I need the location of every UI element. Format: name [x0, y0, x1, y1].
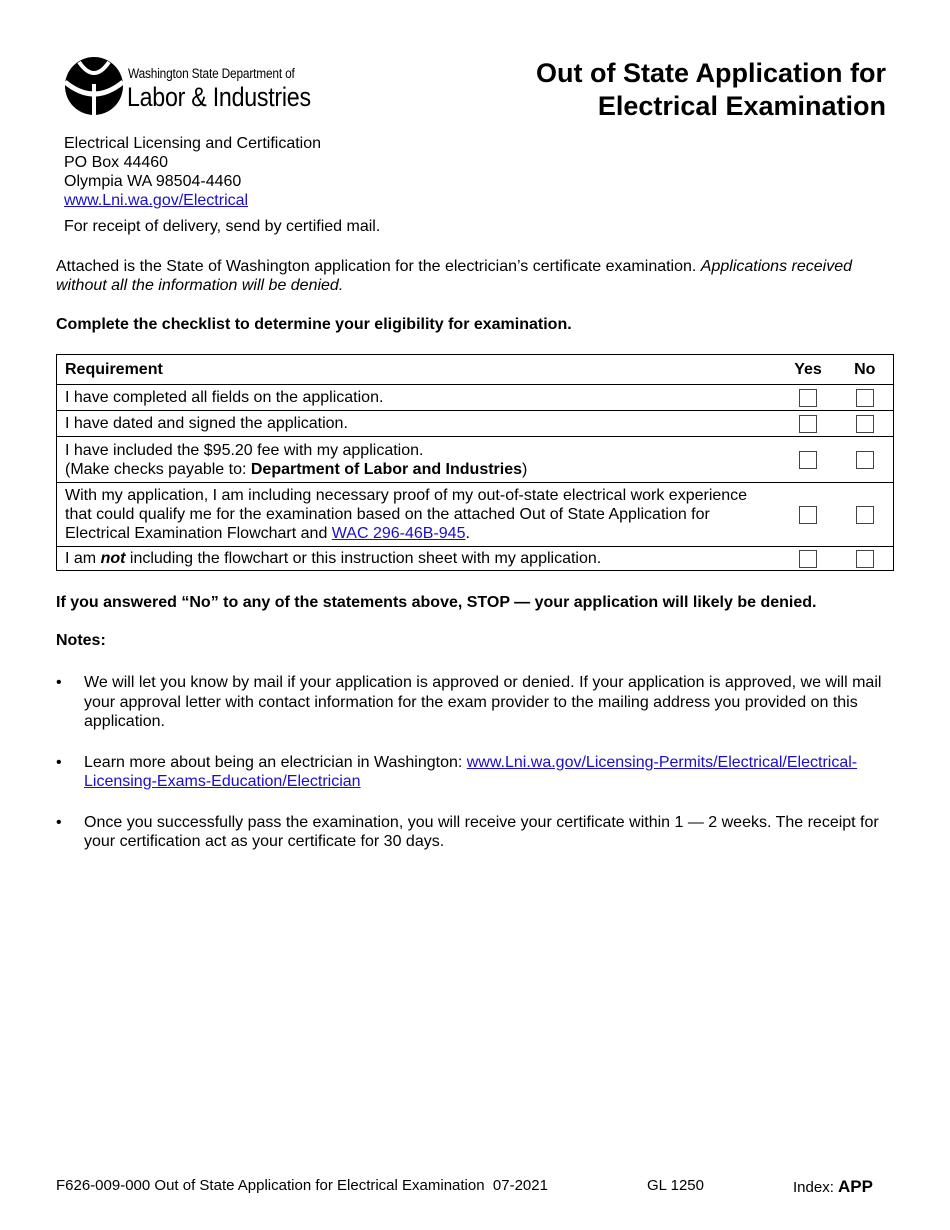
- payable-prefix: (Make checks payable to:: [65, 460, 251, 478]
- no-checkbox[interactable]: [856, 506, 874, 524]
- table-row: [57, 385, 894, 411]
- stop-notice: If you answered “No” to any of the statements above, STOP — your application will likely be denied.: [56, 594, 817, 611]
- payable-suffix: ): [522, 460, 528, 478]
- address-city: Olympia WA 98504-4460: [64, 173, 242, 190]
- experience-end: .: [465, 525, 470, 542]
- address-po-box: PO Box 44460: [64, 154, 169, 171]
- index-label: Index:: [793, 1179, 839, 1196]
- bullet-icon: •: [56, 674, 62, 691]
- logo-department: Washington State Department of: [128, 66, 295, 81]
- checklist-header-row: [57, 355, 894, 385]
- footer-index: [793, 1177, 873, 1197]
- yes-checkbox[interactable]: [799, 415, 817, 433]
- notes-heading: Notes:: [56, 632, 106, 649]
- row5-emphasis: not: [100, 550, 126, 567]
- payable-line: [65, 460, 772, 479]
- row5-prefix: I am: [65, 550, 101, 567]
- bullet-icon: •: [56, 813, 62, 831]
- index-value: APP: [838, 1177, 873, 1196]
- intro-paragraph: [56, 257, 876, 295]
- note-text: Learn more about being an electrician in Washington:: [84, 753, 467, 771]
- yes-checkbox[interactable]: [799, 389, 817, 407]
- table-row: [57, 437, 894, 483]
- address-office: Electrical Licensing and Certification: [64, 135, 322, 152]
- yes-checkbox[interactable]: [799, 550, 817, 568]
- intro-warning: Applications received without all the information will be denied.: [56, 258, 852, 294]
- requirement-text: [57, 547, 780, 571]
- col-requirement: Requirement: [57, 355, 780, 385]
- lni-logo-icon: [63, 54, 125, 118]
- no-checkbox[interactable]: [856, 451, 874, 469]
- note-text: We will let you know by mail if your application is approved or denied. If your application is approved, we will mail your approval letter with contact information for the exam provider to the mailing address you provided on this application.: [84, 674, 882, 730]
- list-item: [56, 813, 886, 852]
- lni-logo: [63, 54, 333, 118]
- list-item: [56, 753, 886, 792]
- row5-suffix: including the flowchart or this instruction sheet with my application.: [125, 550, 602, 567]
- note-text: Once you successfully pass the examination, you will receive your certificate within 1 — 2 weeks. The receipt for your certification act as your certificate for 30 days.: [84, 813, 879, 850]
- table-row: [57, 483, 894, 547]
- website-link[interactable]: www.Lni.wa.gov/Electrical: [64, 192, 249, 209]
- footer-form-id: F626-009-000 Out of State Application for Electrical Examination 07-2021: [56, 1177, 548, 1194]
- mailing-address: [64, 134, 321, 210]
- intro-text: Attached is the State of Washington application for the electrician’s certificate examination.: [56, 258, 701, 275]
- col-no: No: [837, 355, 894, 385]
- table-row: [57, 411, 894, 437]
- list-item: [56, 673, 886, 732]
- no-checkbox[interactable]: [856, 389, 874, 407]
- table-row: [57, 547, 894, 571]
- checklist-heading: Complete the checklist to determine your eligibility for examination.: [56, 316, 572, 333]
- title-line-2: Electrical Examination: [597, 91, 886, 121]
- fee-line: I have included the $95.20 fee with my application.: [65, 441, 424, 459]
- logo-agency: Labor & Industries: [127, 82, 311, 112]
- eligibility-checklist: [56, 354, 894, 571]
- footer-gl: GL 1250: [647, 1177, 704, 1194]
- notes-list: [56, 673, 886, 873]
- certified-mail-note: For receipt of delivery, send by certified mail.: [64, 218, 381, 235]
- electrician-info-link[interactable]: www.Lni.wa.gov/Licensing-Permits/Electrical/Electrical-Licensing-Exams-Education/Electrician: [84, 753, 858, 790]
- no-checkbox[interactable]: [856, 550, 874, 568]
- yes-checkbox[interactable]: [799, 506, 817, 524]
- yes-checkbox[interactable]: [799, 451, 817, 469]
- page-title: [536, 57, 886, 123]
- requirement-text: I have completed all fields on the application.: [57, 385, 780, 411]
- wac-link[interactable]: WAC 296-46B-945: [331, 525, 466, 542]
- requirement-text: I have dated and signed the application.: [57, 411, 780, 437]
- payable-to: Department of Labor and Industries: [250, 460, 523, 478]
- requirement-text: [57, 483, 780, 547]
- requirement-text: [57, 437, 780, 483]
- col-yes: Yes: [780, 355, 837, 385]
- title-line-1: Out of State Application for: [536, 58, 886, 88]
- experience-text: With my application, I am including necessary proof of my out-of-state electrical work experience that could qualify me for the examination based on the attached Out of State Application for Electrical Examination Flowchart and: [65, 487, 748, 542]
- no-checkbox[interactable]: [856, 415, 874, 433]
- bullet-icon: •: [56, 753, 62, 771]
